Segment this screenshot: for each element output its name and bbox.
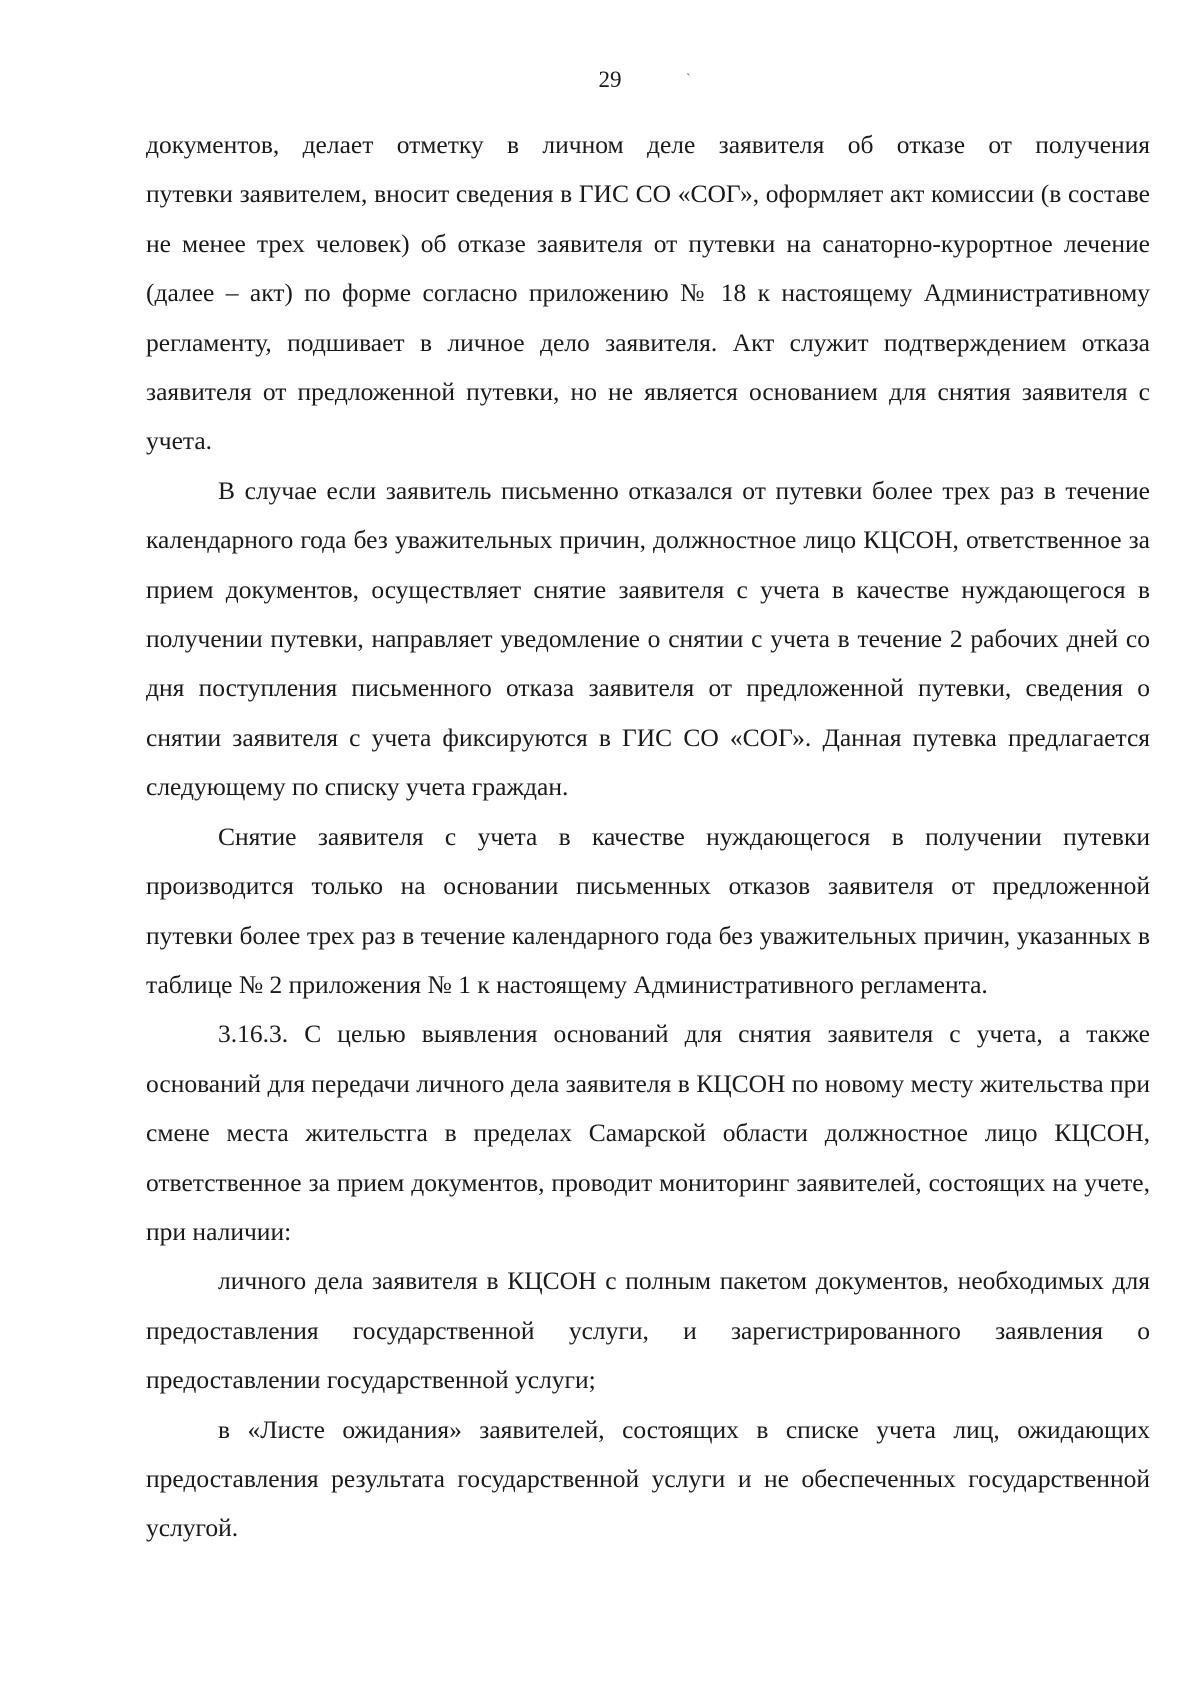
paragraph-list-item-personal-file: личного дела заявителя в КЦСОН с полным пакетом документов, необходимых для предоставления государственной услуги, и зарегистрированного заявления о предоставлении государственной услуги; [146,1266,1150,1395]
scan-mark: ˋ [686,72,691,87]
paragraph-refusal-removal: В случае если заявитель письменно отказался от путевки более трех раз в течение календарного года без уважительных причин, должностное лицо КЦСОН, ответственное за прием документов, осуществляет снятие заявителя с учета в качестве нуждающегося в получении путевки, направляет уведомление о снятии с учета в течение 2 рабочих дней со дня поступления письменного отказа заявителя от предложенной путевки, сведения о снятии заявителя с учета фиксируются в ГИС СО «СОГ». Данная путевка предлагается следующему по списку учета граждан. [146,475,1150,802]
paragraph-continuation-first-line: документов, делает отметку в личном деле заявителя об отказе от получения [146,130,1150,159]
page-number: 29 [598,67,622,92]
document-body [146,120,1150,1553]
paragraph-removal-grounds: Снятие заявителя с учета в качестве нуждающегося в получении путевки производится только на основании письменных отказов заявителя от предложенной путевки более трех раз в течение календарного года без уважительных причин, указанных в таблице № 2 приложения № 1 к настоящему Административного регламента. [146,821,1150,999]
paragraph-list-item-waiting-list: в «Листе ожидания» заявителей, состоящих в списке учета лиц, ожидающих предоставления результата государственной услуги и не обеспеченных государственной услугой. [146,1414,1150,1543]
paragraph-section-3-16-3: 3.16.3. С целью выявления оснований для снятия заявителя с учета, а также оснований для передачи личного дела заявителя в КЦСОН по новому месту жительства при смене места жительстга в пределах Самарской области должностное лицо КЦСОН, ответственное за прием документов, проводит мониторинг заявителей, состоящих на учете, при наличии: [146,1019,1150,1246]
paragraph-continuation: путевки заявителем, вносит сведения в ГИС СО «СОГ», оформляет акт комиссии (в составе не менее трех человек) об отказе заявителя от путевки на санаторно-курортное лечение (далее – акт) по форме согласно приложению № 18 к настоящему Административному регламенту, подшивает в личное дело заявителя. Акт служит подтверждением отказа заявителя от предложенной путевки, но не является основанием для снятия заявителя с учета. [146,179,1150,456]
